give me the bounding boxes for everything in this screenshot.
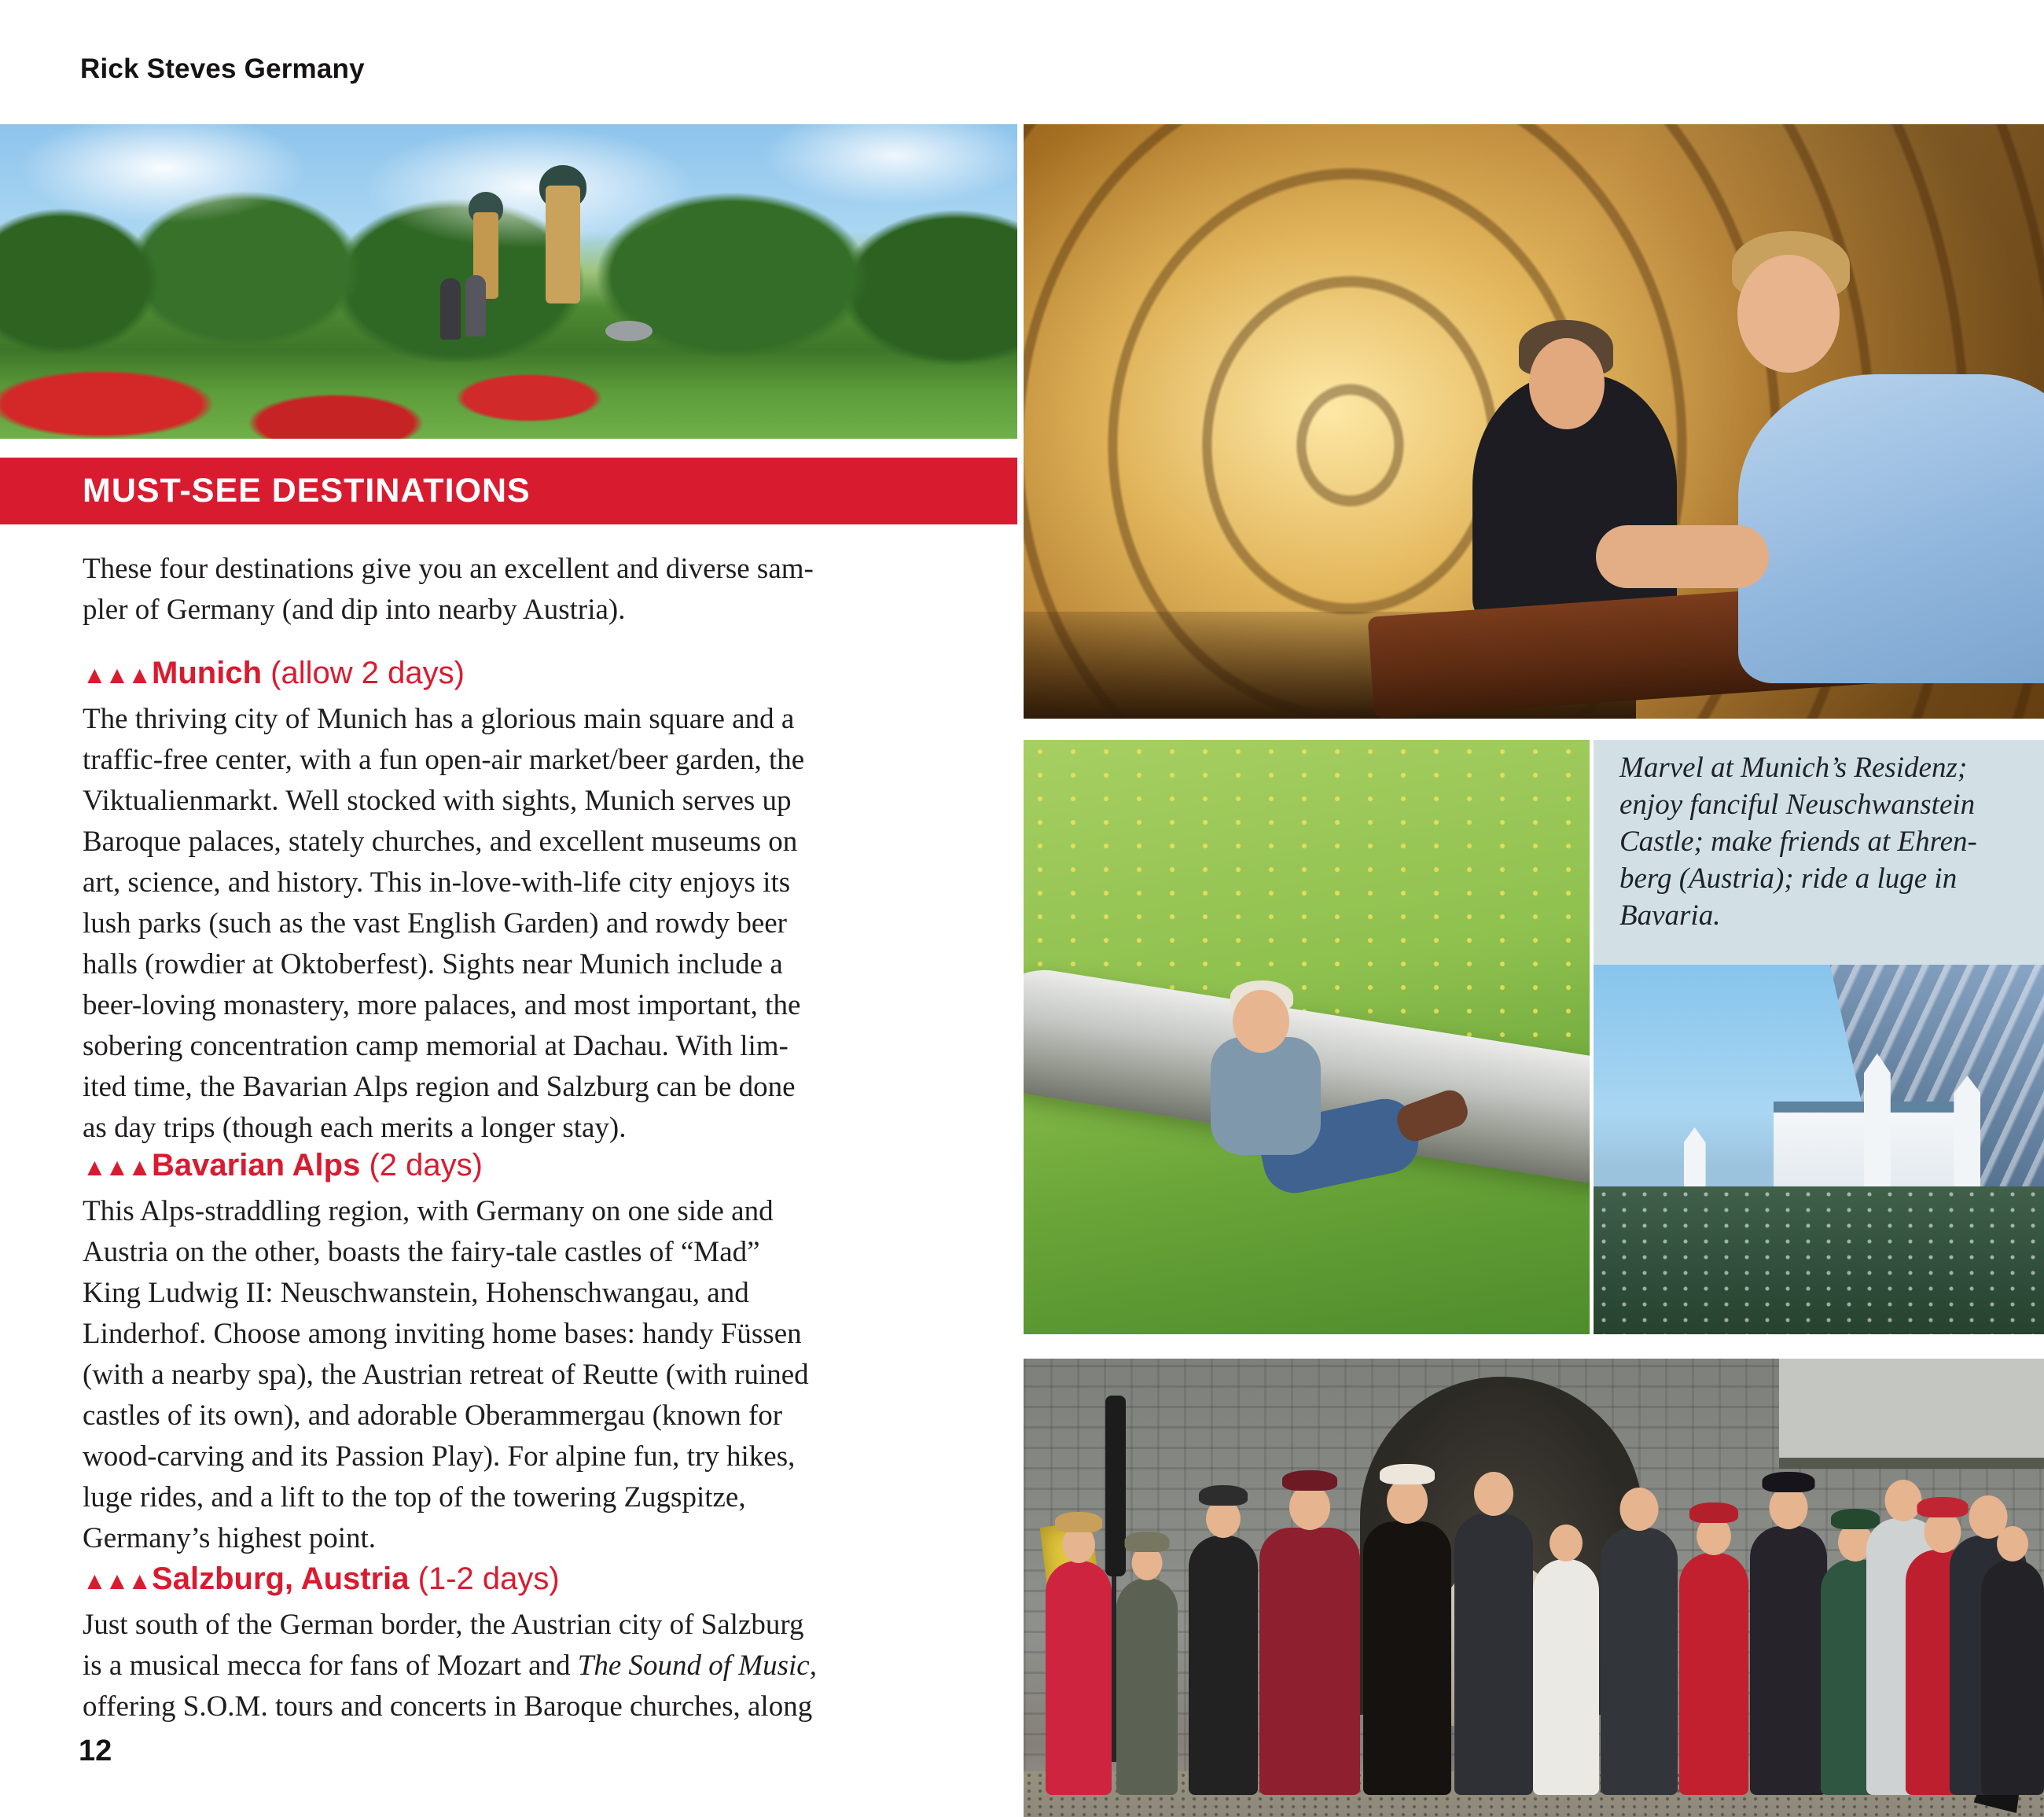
page-number: 12	[79, 1734, 112, 1767]
section-paragraph	[83, 1191, 1010, 1559]
person-hat	[1055, 1512, 1102, 1532]
photo-luge-ride	[1024, 740, 1590, 1334]
text-line: Bavaria.	[1619, 899, 1721, 932]
section-banner	[0, 458, 1017, 524]
costumed-person	[1363, 1521, 1451, 1795]
text-line	[83, 1646, 1010, 1686]
costumed-person	[1189, 1536, 1258, 1795]
person-hat	[1199, 1485, 1248, 1506]
destination-duration: (allow 2 days)	[262, 656, 465, 690]
costumed-person	[1116, 1578, 1178, 1795]
section-salzburg	[83, 1555, 1010, 1727]
section-banner-label: MUST-SEE DESTINATIONS	[83, 472, 531, 509]
text-line: art, science, and history. This in-love-with-life city enjoys its	[83, 866, 791, 899]
church-tower	[546, 186, 580, 303]
section-bavarian-alps	[83, 1142, 1010, 1559]
text-line: Linderhof. Choose among inviting home bases: handy Füssen	[83, 1318, 802, 1350]
person-face	[1550, 1525, 1583, 1561]
text-line: castles of its own), and adorable Oberammergau (known for	[83, 1400, 783, 1432]
text-line: This Alps-straddling region, with Germany on one side and	[83, 1195, 774, 1227]
text-line: luge rides, and a lift to the top of the towering Zugspitze,	[83, 1481, 746, 1514]
text-line: halls (rowdier at Oktoberfest). Sights near Munich include a	[83, 948, 783, 980]
rider-torso	[1211, 1037, 1321, 1155]
walking-person	[465, 275, 486, 337]
text-segment: is a musical mecca for fans of Mozart and	[83, 1650, 578, 1682]
garden-fountain	[605, 321, 653, 341]
costumed-person	[1259, 1528, 1360, 1795]
person-face	[1289, 1484, 1330, 1530]
person-hat	[1763, 1472, 1815, 1492]
section-heading	[83, 649, 1010, 699]
costumed-person	[1533, 1559, 1599, 1795]
costumed-person	[1601, 1528, 1678, 1795]
photo-munich-garden	[0, 124, 1017, 439]
rating-triangles-icon: ▲▲▲	[83, 1567, 151, 1594]
castle-tower	[1864, 1054, 1891, 1195]
walking-person	[440, 278, 461, 340]
text-line: as day trips (though each merits a longer stay).	[83, 1112, 627, 1144]
costumed-person	[1046, 1561, 1112, 1795]
rider-face	[1233, 990, 1289, 1053]
person-face	[1620, 1488, 1659, 1531]
person-hat	[1125, 1532, 1170, 1552]
text-line: (with a nearby spa), the Austrian retreat of Reutte (with ruined	[83, 1359, 809, 1391]
text-line: Just south of the German border, the Austrian city of Salzburg	[83, 1609, 804, 1641]
text-line: Viktualienmarkt. Well stocked with sights, Munich serves up	[83, 785, 792, 817]
destination-name: Bavarian Alps	[152, 1148, 361, 1183]
rating-triangles-icon: ▲▲▲	[83, 1153, 151, 1181]
photo-neuschwanstein	[1594, 965, 2044, 1334]
destination-duration: (1-2 days)	[409, 1561, 560, 1596]
text-line: berg (Austria); ride a luge in	[1619, 863, 1958, 895]
person-hat	[1689, 1503, 1738, 1523]
rating-triangles-icon: ▲▲▲	[83, 661, 151, 689]
text-line: sobering concentration camp memorial at Dachau. With lim-	[83, 1030, 789, 1062]
text-line: enjoy fanciful Neuschwanstein	[1619, 789, 1976, 821]
destination-name: Munich	[152, 656, 263, 690]
text-line: beer-loving monastery, more palaces, and most important, the	[83, 989, 801, 1021]
person-face	[1770, 1486, 1808, 1529]
modern-building	[1779, 1359, 2044, 1469]
text-line: These four destinations give you an excellent and diverse sam-	[83, 553, 814, 585]
text-line: Germany’s highest point.	[83, 1522, 377, 1554]
person-hat	[1917, 1497, 1969, 1517]
torch	[1105, 1396, 1126, 1576]
person-face	[1997, 1526, 2028, 1561]
woman-face	[1529, 338, 1605, 429]
section-munich	[83, 649, 1010, 1149]
person-hat	[1282, 1470, 1337, 1491]
photo-ehrenberg-group	[1024, 1359, 2044, 1817]
intro-paragraph	[83, 549, 1010, 631]
person-face	[1885, 1480, 1922, 1521]
text-line: Baroque palaces, stately churches, and excellent museums on	[83, 826, 798, 858]
person-hat	[1831, 1509, 1880, 1529]
destination-name: Salzburg, Austria	[152, 1561, 410, 1596]
text-line: ited time, the Bavarian Alps region and Salzburg can be done	[83, 1071, 796, 1103]
person-face	[1387, 1478, 1428, 1524]
text-line: Austria on the other, boasts the fairy-tale castles of “Mad”	[83, 1236, 760, 1268]
man-blue-polo	[1738, 374, 2044, 683]
text-line: King Ludwig II: Neuschwanstein, Hohenschwangau, and	[83, 1277, 749, 1309]
costumed-person	[1454, 1514, 1533, 1795]
text-line: offering S.O.M. tours and concerts in Baroque churches, along	[83, 1690, 813, 1723]
costumed-person	[1981, 1559, 2044, 1795]
section-paragraph	[83, 1605, 1010, 1727]
text-line: traffic-free center, with a fun open-air market/beer garden, the	[83, 744, 805, 776]
text-line: Castle; make friends at Ehren-	[1619, 826, 1977, 858]
man-face	[1737, 255, 1840, 373]
person-face	[1474, 1472, 1513, 1516]
destination-duration: (2 days)	[360, 1148, 483, 1183]
text-line: Marvel at Munich’s Residenz;	[1619, 752, 1968, 784]
section-heading	[83, 1142, 1010, 1191]
photo-caption-box	[1594, 740, 2044, 965]
text-line: lush parks (such as the vast English Garden) and rowdy beer	[83, 907, 787, 940]
section-paragraph	[83, 699, 1010, 1149]
photo-caption-text	[1594, 740, 2044, 934]
costumed-person	[1679, 1553, 1748, 1795]
text-line: pler of Germany (and dip into nearby Austria).	[83, 594, 626, 626]
snowy-forest	[1594, 1186, 2044, 1334]
photo-residenz-antiquarium	[1024, 124, 2044, 719]
folded-hands	[1596, 525, 1769, 588]
text-line: The thriving city of Munich has a glorious main square and a	[83, 703, 795, 735]
castle-tower	[1954, 1076, 1980, 1201]
section-heading	[83, 1555, 1010, 1605]
costumed-person	[1750, 1526, 1827, 1795]
italic-title-text: The Sound of Music,	[577, 1650, 817, 1682]
person-hat	[1380, 1464, 1435, 1484]
page-header: Rick Steves Germany	[80, 53, 365, 84]
text-line: wood-carving and its Passion Play). For alpine fun, try hikes,	[83, 1440, 796, 1473]
